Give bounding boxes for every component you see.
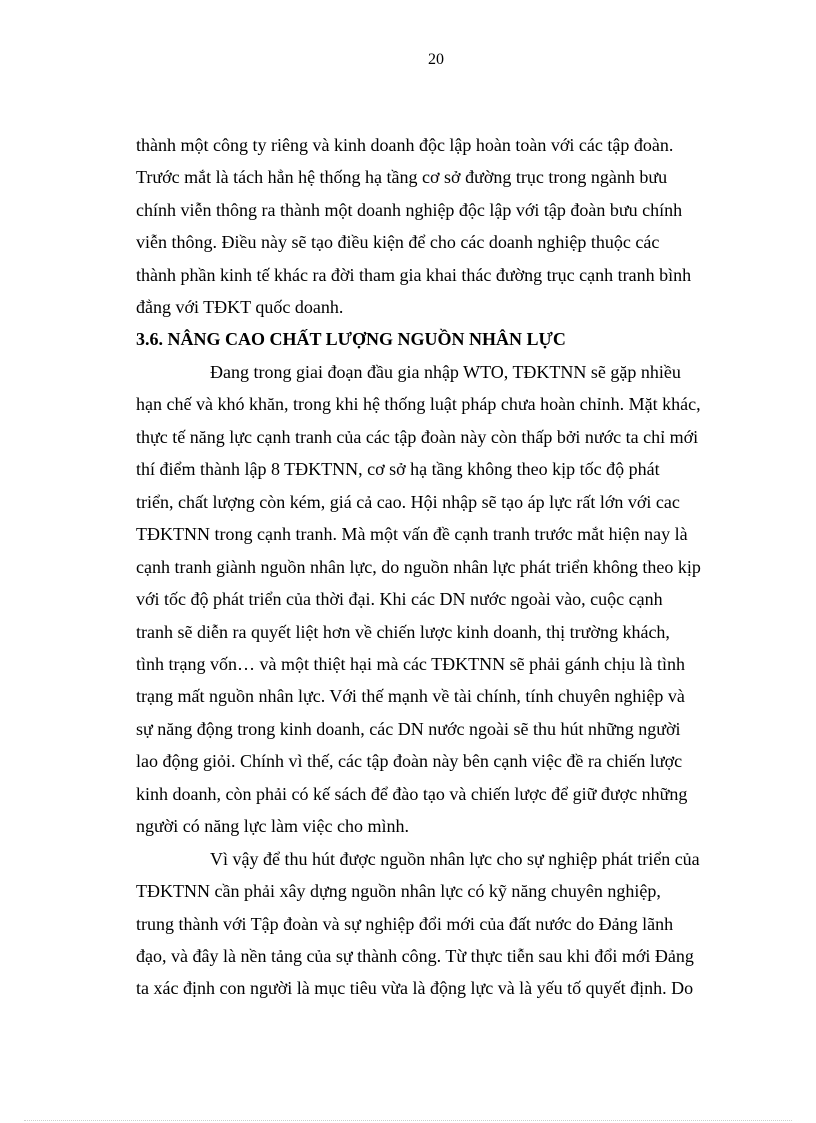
- text-line: TĐKTNN trong cạnh tranh. Mà một vấn đề cạnh tranh trước mắt hiện nay là: [136, 524, 688, 544]
- text-line: thành một công ty riêng và kinh doanh độc lập hoàn toàn với các tập đoàn.: [136, 135, 674, 155]
- page-number: 20: [428, 51, 444, 68]
- text-line: đẳng với TĐKT quốc doanh.: [136, 297, 344, 317]
- text-line: sự năng động trong kinh doanh, các DN nước ngoài sẽ thu hút những người: [136, 719, 681, 739]
- page-bottom-divider: [24, 1120, 792, 1121]
- text-line: đạo, và đây là nền tảng của sự thành công. Từ thực tiễn sau khi đổi mới Đảng: [136, 946, 694, 966]
- text-line: viễn thông. Điều này sẽ tạo điều kiện để cho các doanh nghiệp thuộc các: [136, 232, 660, 252]
- text-line: Vì vậy để thu hút được nguồn nhân lực cho sự nghiệp phát triển của: [210, 849, 700, 869]
- text-line: thí điểm thành lập 8 TĐKTNN, cơ sở hạ tầng không theo kịp tốc độ phát: [136, 459, 660, 479]
- text-line: Đang trong giai đoạn đầu gia nhập WTO, TĐKTNN sẽ gặp nhiều: [210, 362, 681, 382]
- text-line: hạn chế và khó khăn, trong khi hệ thống luật pháp chưa hoàn chỉnh. Mặt khác,: [136, 394, 701, 414]
- text-line: trạng mất nguồn nhân lực. Với thế mạnh về tài chính, tính chuyên nghiệp và: [136, 686, 685, 706]
- text-line: với tốc độ phát triển của thời đại. Khi các DN nước ngoài vào, cuộc cạnh: [136, 589, 663, 609]
- text-line: tranh sẽ diễn ra quyết liệt hơn về chiến lược kinh doanh, thị trường khách,: [136, 622, 670, 642]
- text-line: cạnh tranh giành nguồn nhân lực, do nguồn nhân lực phát triển không theo kịp: [136, 557, 701, 577]
- text-line: tình trạng vốn… và một thiệt hại mà các TĐKTNN sẽ phải gánh chịu là tình: [136, 654, 686, 674]
- text-line: người có năng lực làm việc cho mình.: [136, 816, 409, 836]
- text-line: Trước mắt là tách hẳn hệ thống hạ tầng cơ sở đường trục trong ngành bưu: [136, 167, 668, 187]
- text-line: chính viễn thông ra thành một doanh nghiệp độc lập với tập đoàn bưu chính: [136, 200, 683, 220]
- text-line: lao động giỏi. Chính vì thế, các tập đoàn này bên cạnh việc đề ra chiến lược: [136, 751, 683, 771]
- text-line: trung thành với Tập đoàn và sự nghiệp đổi mới của đất nước do Đảng lãnh: [136, 914, 674, 934]
- text-line: thực tế năng lực cạnh tranh của các tập đoàn này còn thấp bởi nước ta chỉ mới: [136, 427, 699, 447]
- text-line: thành phần kinh tế khác ra đời tham gia khai thác đường trục cạnh tranh bình: [136, 265, 692, 285]
- text-line: triển, chất lượng còn kém, giá cả cao. Hội nhập sẽ tạo áp lực rất lớn với cac: [136, 492, 680, 512]
- text-line: kinh doanh, còn phải có kế sách để đào tạo và chiến lược để giữ được những: [136, 784, 688, 804]
- section-heading: 3.6. NÂNG CAO CHẤT LƯỢNG NGUỒN NHÂN LỰC: [136, 329, 566, 349]
- text-line: ta xác định con người là mục tiêu vừa là động lực và là yếu tố quyết định. Do: [136, 978, 694, 998]
- text-line: TĐKTNN cần phải xây dựng nguồn nhân lực có kỹ năng chuyên nghiệp,: [136, 881, 661, 901]
